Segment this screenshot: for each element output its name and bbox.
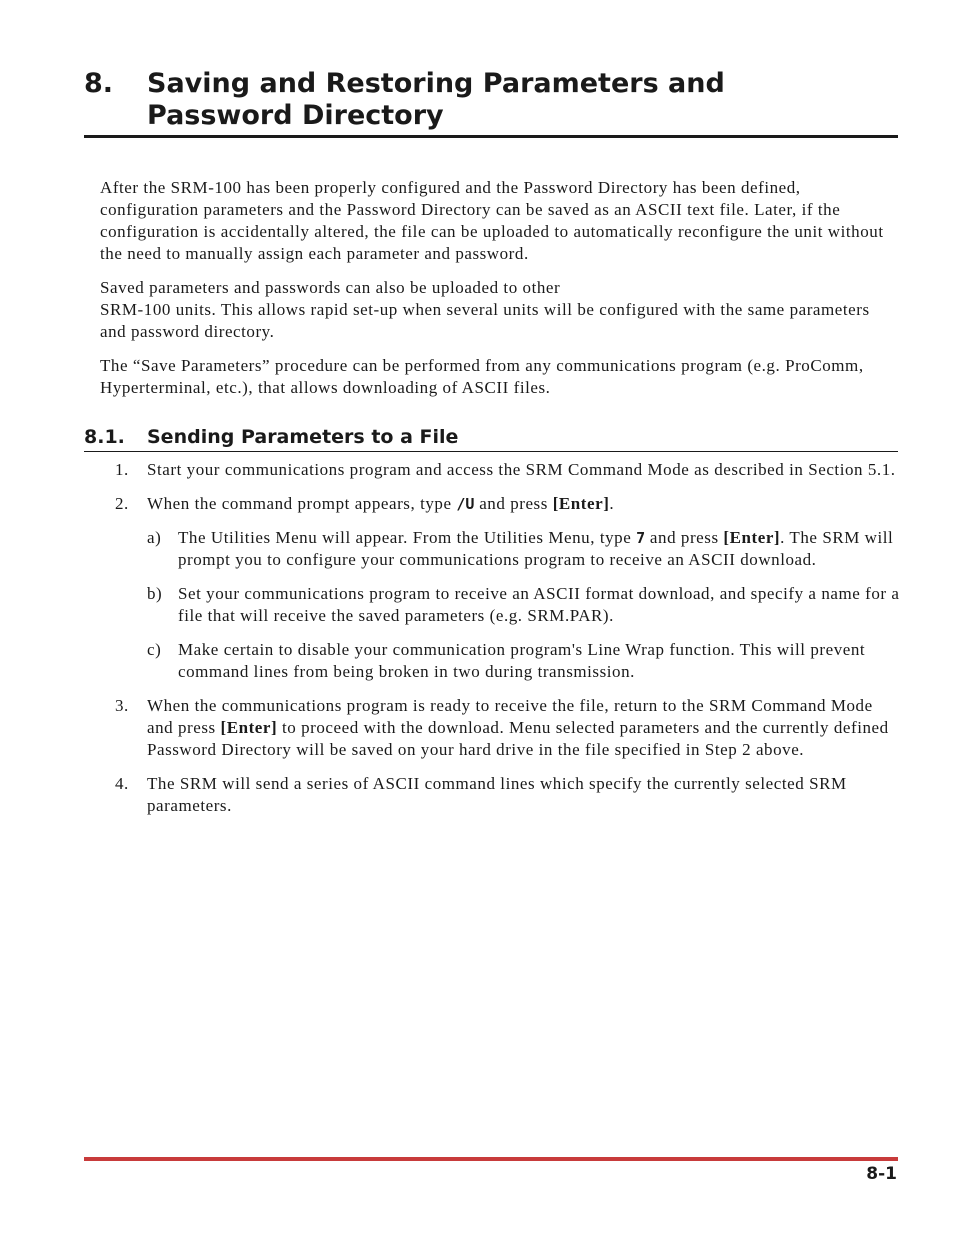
step-text: Start your communications program and access the SRM Command Mode as described in Section 5.1. <box>147 460 896 479</box>
intro-paragraph-2-line1: Saved parameters and passwords can also be uploaded to other <box>100 278 561 297</box>
section-heading <box>84 424 898 452</box>
step-text-part: to proceed with the download. Menu selected parameters and the currently defined Password Directory will be saved on your hard drive in the file specified in Step 2 above. <box>147 718 889 759</box>
list-item <box>147 583 900 627</box>
substeps-list <box>147 527 900 683</box>
step-text-part: When the command prompt appears, type <box>147 494 457 513</box>
substep-text: Make certain to disable your communication program's Line Wrap function. This will prevent command lines from being broken in two during transmission. <box>178 640 866 681</box>
step-text <box>147 696 889 759</box>
substep-text: Set your communications program to receive an ASCII format download, and specify a name for a file that will receive the saved parameters (e.g. SRM.PAR). <box>178 584 900 625</box>
step-text-part: When the communications program is ready to receive the file, return to the SRM Command Mode and press <box>147 696 873 737</box>
section-number: 8.1. <box>84 426 125 448</box>
step-text <box>147 494 614 513</box>
step-text: The SRM will send a series of ASCII command lines which specify the currently selected SRM parameters. <box>147 774 847 815</box>
menu-option-code: 7 <box>636 529 646 547</box>
intro-section <box>100 177 900 411</box>
substep-text-part: and press <box>645 528 724 547</box>
chapter-title <box>147 68 887 132</box>
list-item <box>100 459 900 481</box>
chapter-title-line1: Saving and Restoring Parameters and <box>147 68 725 99</box>
substep-text-part: . The SRM will prompt you to configure your communications program to receive an ASCII download. <box>178 528 894 569</box>
list-item <box>147 527 900 571</box>
chapter-heading <box>84 68 898 138</box>
list-item <box>100 695 900 761</box>
substep-marker: c) <box>147 640 162 659</box>
intro-paragraph-3: The “Save Parameters” procedure can be performed from any communications program (e.g. ProComm, Hyperterminal, etc.), that allows downloading of ASCII files. <box>100 356 864 397</box>
step-marker: 4. <box>115 774 129 793</box>
list-item <box>100 773 900 817</box>
enter-key: [Enter] <box>220 718 278 737</box>
step-text-part: . <box>609 494 615 513</box>
step-text-part: and press <box>474 494 553 513</box>
enter-key: [Enter] <box>552 494 610 513</box>
intro-paragraph-2 <box>100 277 900 343</box>
section-title: Sending Parameters to a File <box>147 426 459 448</box>
list-item <box>100 493 900 683</box>
step-marker: 3. <box>115 696 129 715</box>
substep-marker: a) <box>147 528 162 547</box>
substep-text <box>178 528 893 569</box>
steps-list <box>100 459 900 829</box>
chapter-number: 8. <box>84 68 114 99</box>
list-item <box>147 639 900 683</box>
intro-paragraph-2-line2: SRM-100 units. This allows rapid set-up when several units will be configured with the same parameters and password directory. <box>100 300 870 341</box>
step-marker: 2. <box>115 494 129 513</box>
intro-paragraph-1: After the SRM-100 has been properly configured and the Password Directory has been defined, configuration parameters and the Password Directory can be saved as an ASCII text file. Later, if the configuration is accidentally altered, the file can be uploaded to automatically reconfigure the unit without the need to manually assign each parameter and password. <box>100 178 884 263</box>
substep-text-part: The Utilities Menu will appear. From the Utilities Menu, type <box>178 528 637 547</box>
step-marker: 1. <box>115 460 129 479</box>
chapter-title-line2: Password Directory <box>147 100 444 131</box>
page-number: 8-1 <box>866 1164 897 1184</box>
command-code: /U <box>456 495 475 513</box>
substep-marker: b) <box>147 584 163 603</box>
footer-rule <box>84 1157 898 1161</box>
enter-key: [Enter] <box>723 528 781 547</box>
